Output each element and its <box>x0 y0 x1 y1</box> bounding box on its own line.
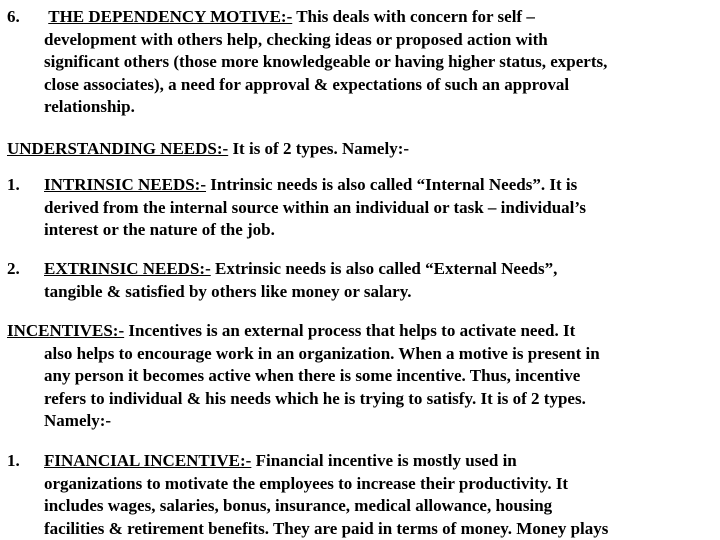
incentives-heading: INCENTIVES:- <box>7 321 125 340</box>
incentives-text-line: any person it becomes active when there is some incentive. Thus, incentive <box>44 366 581 385</box>
incentives-first-line <box>7 320 715 343</box>
extrinsic-text-line: tangible & satisfied by others like money or salary. <box>44 281 412 301</box>
understanding-heading: UNDERSTANDING NEEDS:- <box>7 139 229 158</box>
item-number: 2. <box>7 259 20 278</box>
intrinsic-first-line <box>44 174 715 197</box>
intrinsic-text-line: interest or the nature of the job. <box>44 220 275 239</box>
extrinsic-heading: EXTRINSIC NEEDS:- <box>44 259 211 278</box>
incentives-text-line: Namely:- <box>44 411 112 430</box>
financial-text-line: Financial incentive is mostly used in <box>255 451 517 470</box>
dependency-text-line: close associates), a need for approval & expectations of such an approval <box>44 74 570 94</box>
incentives-section <box>7 320 715 433</box>
dependency-text-line: development with others help, checking ideas or proposed action with <box>44 29 548 49</box>
dependency-first-line <box>44 6 715 29</box>
item-number: 1. <box>7 175 20 194</box>
incentives-text-line: Incentives is an external process that helps to activate need. It <box>128 321 576 340</box>
understanding-line <box>7 138 715 161</box>
dependency-text-line: significant others (those more knowledgeable or having higher status, experts, <box>44 52 608 71</box>
item-number: 6. <box>7 7 20 26</box>
intrinsic-text-line: Intrinsic needs is also called “Internal Needs”. It is <box>210 175 578 194</box>
dependency-text-line: This deals with concern for self – <box>296 7 535 26</box>
financial-text-line: includes wages, salaries, bonus, insurance, medical allowance, housing <box>44 496 553 515</box>
item-number: 1. <box>7 451 20 470</box>
intrinsic-needs-section <box>7 174 715 242</box>
extrinsic-first-line <box>44 258 715 281</box>
incentives-text-line: also helps to encourage work in an organization. When a motive is present in <box>44 343 600 363</box>
dependency-text-line: relationship. <box>44 97 135 116</box>
dependency-heading: THE DEPENDENCY MOTIVE:- <box>48 7 293 26</box>
financial-first-line <box>44 450 715 473</box>
financial-incentive-section <box>7 450 715 540</box>
intrinsic-heading: INTRINSIC NEEDS:- <box>44 175 207 194</box>
extrinsic-needs-section <box>7 258 715 303</box>
intrinsic-text-line: derived from the internal source within an individual or task – individual’s <box>44 197 587 217</box>
financial-text-line: organizations to motivate the employees to increase their productivity. It <box>44 473 569 493</box>
financial-heading: FINANCIAL INCENTIVE:- <box>44 451 252 470</box>
understanding-needs-section <box>7 138 715 161</box>
financial-text-line: facilities & retirement benefits. They are paid in terms of money. Money plays <box>44 518 609 538</box>
dependency-motive-section <box>7 6 715 119</box>
understanding-text: It is of 2 types. Namely:- <box>232 139 410 158</box>
extrinsic-text-line: Extrinsic needs is also called “External Needs”, <box>214 259 558 278</box>
incentives-text-line: refers to individual & his needs which he is trying to satisfy. It is of 2 types. <box>44 388 586 408</box>
